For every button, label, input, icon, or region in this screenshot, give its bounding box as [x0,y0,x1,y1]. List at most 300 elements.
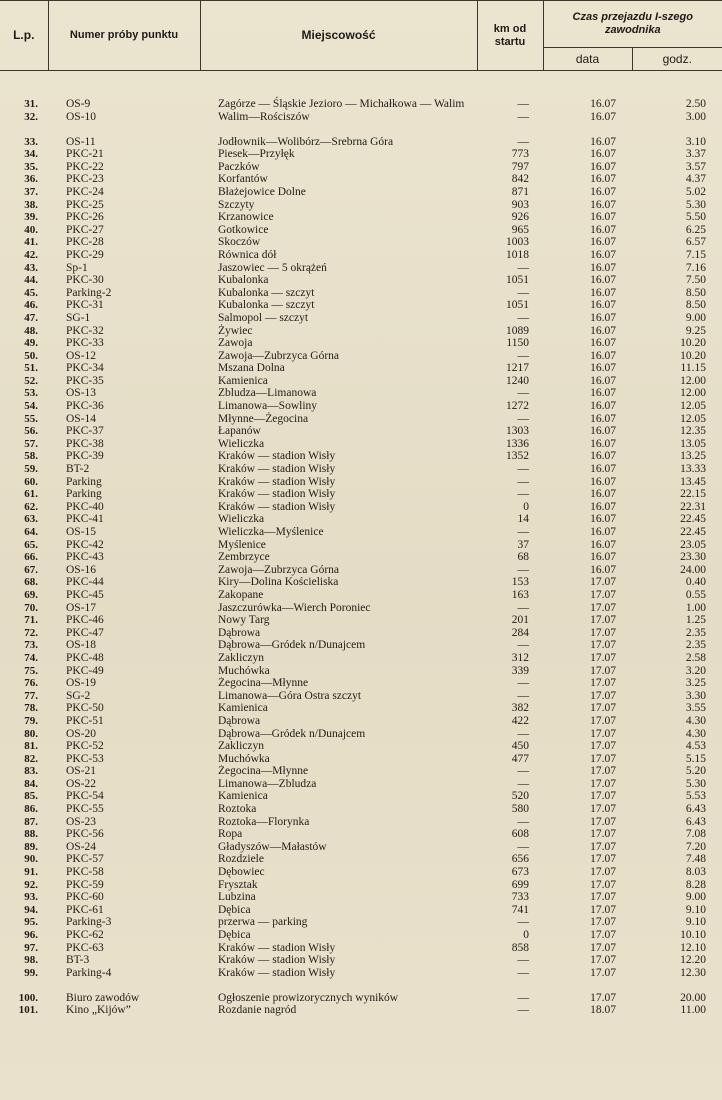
table-row [0,702,722,715]
row-place: Kubalonka — szczyt [218,286,315,299]
table-row [0,148,722,161]
row-date: 17.07 [590,840,616,853]
row-km: 733 [511,891,529,904]
row-number: PKC-50 [66,702,104,715]
row-place: Dębica [218,903,251,916]
row-place: Rozdanie nagród [218,1004,297,1017]
row-lp: 79. [24,714,38,727]
row-place: Ropa [218,828,243,841]
row-lp: 50. [24,349,38,362]
row-time: 7.16 [685,261,706,274]
row-place: Kraków — stadion Wisły [218,463,336,476]
row-date: 16.07 [590,337,616,350]
row-km: — [517,488,529,501]
row-date: 16.07 [590,160,616,173]
row-place: Dąbrowa [218,626,261,639]
row-km: 1150 [506,337,529,350]
row-lp: 74. [24,651,38,664]
row-date: 17.07 [590,702,616,715]
row-time: 4.30 [685,714,706,727]
row-lp: 51. [24,362,38,375]
row-number: PKC-57 [66,853,104,866]
row-date: 17.07 [590,651,616,664]
row-lp: 60. [24,475,38,488]
row-lp: 40. [24,223,38,236]
row-date: 17.07 [590,765,616,778]
table-row [0,185,722,198]
row-place: Kubalonka — szczyt [218,299,315,312]
row-km: 163 [511,588,529,601]
row-date: 17.07 [590,626,616,639]
row-date: 16.07 [590,563,616,576]
table-row [0,425,722,438]
table-row [0,878,722,891]
row-time: 22.31 [680,500,706,513]
table-row [0,211,722,224]
row-km: 858 [511,941,529,954]
row-date: 16.07 [590,387,616,400]
row-place: Limanowa—Góra Ostra szczyt [218,689,362,702]
row-date: 17.07 [590,614,616,627]
row-km: 965 [511,223,529,236]
row-lp: 53. [24,387,38,400]
row-lp: 33. [24,135,38,148]
row-place: Żywiec [218,324,253,337]
row-date: 17.07 [590,601,616,614]
row-place: Kiry—Dolina Kościeliska [218,576,339,589]
row-number: PKC-60 [66,891,104,904]
row-date: 16.07 [590,261,616,274]
row-time: 6.57 [685,236,706,249]
row-lp: 58. [24,450,38,463]
row-date: 17.07 [590,790,616,803]
row-number: PKC-45 [66,588,104,601]
row-km: 1051 [506,274,529,287]
row-km: — [517,311,529,324]
row-number: Parking-4 [66,966,112,979]
row-lp: 80. [24,727,38,740]
row-lp: 95. [24,916,38,929]
table-row [0,601,722,614]
header-hour: godz. [632,48,722,71]
row-date: 16.07 [590,110,616,123]
table-row [0,916,722,929]
row-date: 16.07 [590,286,616,299]
table-row [0,450,722,463]
row-lp: 66. [24,551,38,564]
row-km: 699 [511,878,529,891]
row-date: 16.07 [590,236,616,249]
table-row [0,412,722,425]
row-time: 24.00 [680,563,706,576]
row-date: 17.07 [590,916,616,929]
row-place: Żegocina—Młynne [218,765,309,778]
row-place: Mszana Dolna [218,362,285,375]
row-time: 8.28 [685,878,706,891]
row-date: 16.07 [590,463,616,476]
row-time: 12.10 [680,941,706,954]
row-date: 17.07 [590,777,616,790]
row-km: — [517,601,529,614]
row-time: 23.30 [680,551,706,564]
row-date: 16.07 [590,412,616,425]
row-number: PKC-40 [66,500,104,513]
row-km: — [517,463,529,476]
row-km: 1018 [506,248,529,261]
row-place: Szczyty [218,198,255,211]
row-number: OS-22 [66,777,97,790]
row-km: — [517,966,529,979]
row-date: 16.07 [590,526,616,538]
row-time: 7.48 [685,853,706,866]
row-km: 797 [511,160,529,173]
row-lp: 35. [24,160,38,173]
table-row [0,714,722,727]
row-number: OS-20 [66,727,97,740]
table-row [0,299,722,312]
table-row [0,248,722,261]
row-place: Piesek—Przyłęk [218,148,295,161]
table-row [0,173,722,186]
row-place: Dębowiec [218,866,265,879]
row-number: OS-10 [66,110,97,123]
table-row [0,500,722,513]
row-number: PKC-51 [66,714,104,727]
row-lp: 63. [24,513,38,526]
row-km: 741 [511,903,529,916]
row-number: OS-15 [66,526,97,538]
row-lp: 73. [24,639,38,652]
row-date: 16.07 [590,513,616,526]
row-time: 12.20 [680,954,706,967]
row-time: 12.05 [680,412,706,425]
row-time: 7.15 [685,248,706,261]
row-time: 10.20 [680,337,706,350]
table-row [0,324,722,337]
row-lp: 97. [24,941,38,954]
row-date: 16.07 [590,400,616,413]
row-lp: 94. [24,903,38,916]
row-date: 17.07 [590,727,616,740]
row-place: Zakliczyn [218,651,264,664]
row-time: 5.30 [685,777,706,790]
row-date: 16.07 [590,211,616,224]
row-number: PKC-59 [66,878,104,891]
row-lp: 83. [24,765,38,778]
row-km: 201 [511,614,529,627]
row-km: — [517,727,529,740]
table-row [0,374,722,387]
row-time: 0.55 [685,588,706,601]
row-lp: 48. [24,324,38,337]
row-number: PKC-58 [66,866,104,879]
row-lp: 86. [24,803,38,816]
row-place: Zawoja [218,337,253,350]
row-date: 16.07 [590,198,616,211]
header-place: Miejscowość [200,1,477,71]
row-lp: 88. [24,828,38,841]
row-date: 16.07 [590,374,616,387]
row-lp: 90. [24,853,38,866]
row-place: Kraków — stadion Wisły [218,954,336,967]
table-row [0,462,722,475]
row-time: 2.58 [685,651,706,664]
table-row [0,740,722,753]
row-place: Kraków — stadion Wisły [218,450,336,463]
row-number: PKC-63 [66,941,104,954]
table-row [0,954,722,967]
table-row [0,891,722,904]
row-time: 8.03 [685,866,706,879]
row-number: PKC-55 [66,803,104,816]
row-place: Jaszczurówka—Wierch Poroniec [218,601,371,614]
row-place: Zagórze — Śląskie Jezioro — Michałkowa — Walim [218,98,465,110]
row-lp: 62. [24,500,38,513]
row-km: — [517,526,529,538]
row-date: 16.07 [590,223,616,236]
row-lp: 87. [24,815,38,828]
table-row [0,928,722,941]
row-km: 1336 [506,437,529,450]
row-number: PKC-30 [66,274,104,287]
row-time: 0.40 [685,576,706,589]
row-time: 12.05 [680,400,706,413]
row-time: 13.25 [680,450,706,463]
row-time: 5.53 [685,790,706,803]
row-date: 17.07 [590,878,616,891]
row-time: 9.00 [685,311,706,324]
row-lp: 99. [24,966,38,979]
row-number: PKC-43 [66,551,104,564]
row-time: 3.57 [685,160,706,173]
row-number: Parking-3 [66,916,112,929]
row-date: 16.07 [590,311,616,324]
table-row [0,840,722,853]
row-lp: 75. [24,664,38,677]
row-time: 12.00 [680,374,706,387]
row-km: 68 [517,551,529,564]
row-number: BT-2 [66,463,90,476]
row-place: Roztoka—Florynka [218,815,310,828]
row-lp: 52. [24,374,38,387]
table-row [0,865,722,878]
row-km: — [517,777,529,790]
row-lp: 101. [18,1004,38,1017]
row-km: 422 [511,714,529,727]
row-number: PKC-29 [66,248,104,261]
row-time: 4.37 [685,173,706,186]
row-number: OS-21 [66,765,97,778]
table-row [0,123,722,148]
row-time: 13.33 [680,463,706,476]
row-place: Wieliczka [218,513,265,526]
row-date: 17.07 [590,891,616,904]
schedule-rows [0,71,722,1017]
row-place: Roztoka [218,803,257,816]
row-date: 16.07 [590,437,616,450]
row-time: 23.05 [680,538,706,551]
row-date: 16.07 [590,349,616,362]
row-lp: 82. [24,752,38,765]
row-time: 8.50 [685,286,706,299]
row-place: Frysztak [218,878,258,891]
row-place: Kraków — stadion Wisły [218,941,336,954]
table-row [0,198,722,211]
row-lp: 38. [24,198,38,211]
row-km: — [517,387,529,400]
row-lp: 59. [24,463,38,476]
row-date: 17.07 [590,966,616,979]
row-number: PKC-22 [66,160,104,173]
row-number: OS-24 [66,840,97,853]
header-lp: L.p. [0,1,48,71]
row-number: OS-9 [66,98,91,110]
row-number: OS-16 [66,563,97,576]
row-km: 842 [511,173,529,186]
row-date: 17.07 [590,954,616,967]
row-time: 3.30 [685,689,706,702]
row-km: 1089 [506,324,529,337]
row-lp: 76. [24,677,38,690]
row-lp: 93. [24,891,38,904]
row-date: 17.07 [590,828,616,841]
table-row [0,286,722,299]
row-date: 17.07 [590,815,616,828]
table-row [0,639,722,652]
table-row [0,1004,722,1017]
row-time: 22.45 [680,526,706,538]
row-number: PKC-34 [66,362,104,375]
table-row [0,651,722,664]
row-km: — [517,349,529,362]
row-lp: 45. [24,286,38,299]
row-time: 6.25 [685,223,706,236]
row-time: 22.45 [680,513,706,526]
table-row [0,752,722,765]
row-km: — [517,991,529,1004]
table-row [0,488,722,501]
row-place: Walim—Rościszów [218,110,310,123]
row-time: 4.30 [685,727,706,740]
row-date: 16.07 [590,551,616,564]
row-place: Muchówka [218,664,270,677]
table-row [0,614,722,627]
row-place: Kamienica [218,374,268,387]
row-date: 16.07 [590,362,616,375]
row-number: PKC-28 [66,236,104,249]
row-time: 12.00 [680,387,706,400]
row-lp: 46. [24,299,38,312]
row-number: PKC-42 [66,538,104,551]
table-row [0,85,722,110]
row-lp: 89. [24,840,38,853]
row-number: PKC-56 [66,828,104,841]
row-lp: 100. [18,991,38,1004]
row-number: Parking-2 [66,286,112,299]
row-number: PKC-39 [66,450,104,463]
row-km: 520 [511,790,529,803]
row-km: — [517,1004,529,1017]
row-lp: 77. [24,689,38,702]
row-lp: 49. [24,337,38,350]
row-place: Zakopane [218,588,264,601]
row-number: OS-19 [66,677,97,690]
row-number: PKC-36 [66,400,104,413]
table-row [0,551,722,564]
table-row [0,979,722,1004]
row-number: OS-13 [66,387,97,400]
row-place: Paczków [218,160,260,173]
row-date: 16.07 [590,488,616,501]
row-date: 16.07 [590,538,616,551]
row-lp: 71. [24,614,38,627]
row-number: PKC-47 [66,626,104,639]
row-place: Kubalonka [218,274,269,287]
row-place: Wieliczka—Myślenice [218,526,324,538]
row-time: 6.43 [685,803,706,816]
row-lp: 72. [24,626,38,639]
row-date: 16.07 [590,248,616,261]
row-date: 16.07 [590,299,616,312]
row-time: 7.50 [685,274,706,287]
row-place: Gładyszów—Małastów [218,840,327,853]
row-number: OS-17 [66,601,97,614]
row-time: 9.10 [685,903,706,916]
row-place: Jaszowiec — 5 okrążeń [218,261,327,274]
row-date: 16.07 [590,274,616,287]
row-date: 16.07 [590,173,616,186]
row-km: — [517,98,529,110]
row-place: Zawoja—Zubrzyca Górna [218,349,340,362]
row-km: — [517,261,529,274]
row-lp: 69. [24,588,38,601]
row-place: Zakliczyn [218,740,264,753]
row-place: Kamienica [218,790,268,803]
row-km: 1003 [506,236,529,249]
table-row [0,525,722,538]
row-number: PKC-52 [66,740,104,753]
row-km: 284 [511,626,529,639]
table-row [0,576,722,589]
row-date: 16.07 [590,148,616,161]
row-km: — [517,689,529,702]
row-number: BT-3 [66,954,90,967]
row-date: 17.07 [590,941,616,954]
row-km: 0 [523,929,529,941]
row-time: 11.15 [680,362,706,375]
row-km: 339 [511,664,529,677]
row-place: Korfantów [218,173,268,186]
row-lp: 65. [24,538,38,551]
row-km: 382 [511,702,529,715]
row-lp: 61. [24,488,38,501]
row-time: 7.08 [685,828,706,841]
row-lp: 64. [24,526,38,538]
row-time: 3.25 [685,677,706,690]
row-number: OS-11 [66,135,96,148]
row-km: 871 [511,185,529,198]
row-lp: 68. [24,576,38,589]
row-place: Zbludza—Limanowa [218,387,317,400]
row-place: Muchówka [218,752,270,765]
row-km: 1217 [506,362,529,375]
row-place: Kraków — stadion Wisły [218,500,336,513]
row-place: Salmopol — szczyt [218,311,309,324]
row-km: — [517,475,529,488]
row-number: OS-12 [66,349,97,362]
row-place: Myślenice [218,538,266,551]
row-km: 926 [511,211,529,224]
